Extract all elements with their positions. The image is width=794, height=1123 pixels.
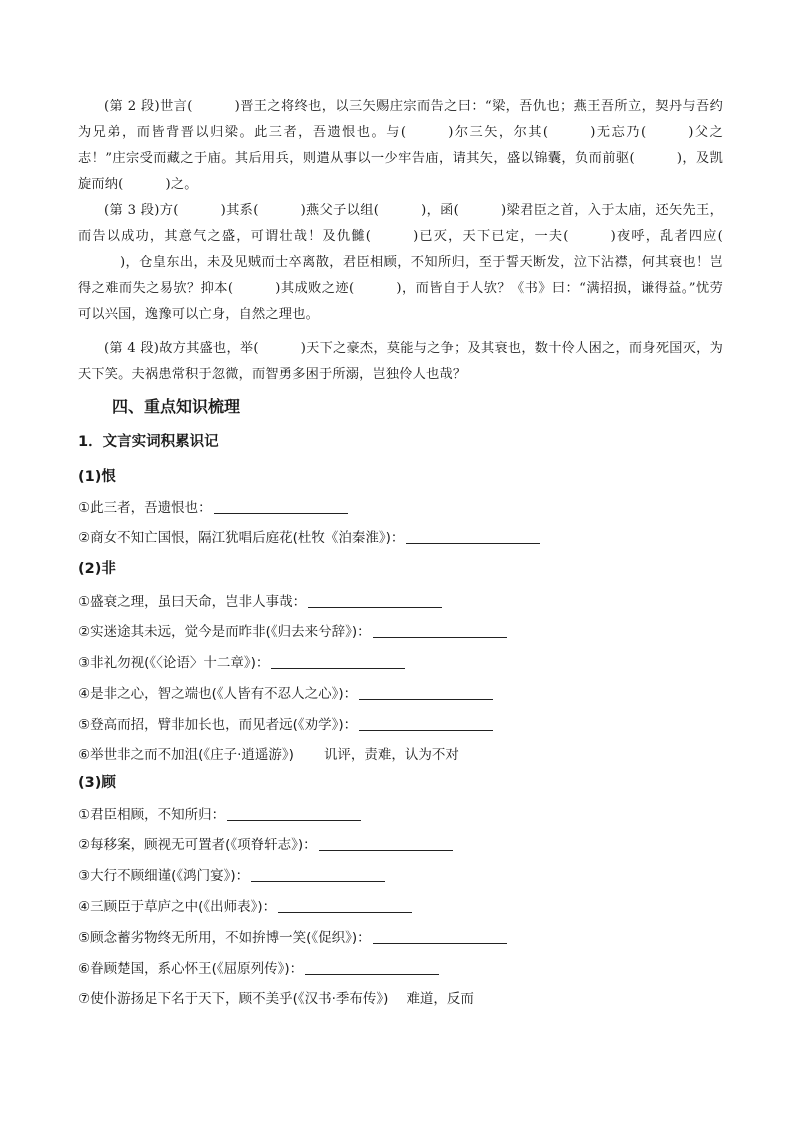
paragraph-3: (第 3 段)方( )其系( )燕父子以组( )，函( )梁君臣之首，入于太庙，还矢先王，而告以成功，其意气之盛，可谓壮哉！及仇雠( )已灭，天下已定，一夫( )夜呼，乱者四应()，仓皇东出，未及见贼而士卒离散，君臣相顾，不知所归，至于誓天断发，泣下沾襟，何其衰也！岂得之难而失之易欤？抑本( )其成败之迹( )，而皆自于人欤？《书》曰：“满招损，谦得益。”忧劳可以兴国，逸豫可以亡身，自然之理也。 [78, 203, 723, 322]
answer-line[interactable] [406, 542, 540, 544]
group-title-hen: (1)恨 [78, 469, 116, 485]
answer-line[interactable] [373, 942, 507, 944]
list-item: ⑤顾念蓄劣物终无所用，不如拚博一笑(《促织》)： [78, 926, 507, 946]
list-item: ⑥眷顾楚国，系心怀王(《屈原列传》)： [78, 957, 439, 977]
subsection-title: 1．文言实词积累识记 [78, 434, 219, 450]
list-item: ⑥举世非之而不加沮(《庄子·逍遥游》) 讥评，责难，认为不对 [78, 747, 459, 763]
list-item: ⑦使仆游扬足下名于天下，顾不美乎(《汉书·季布传》) 难道，反而 [78, 991, 474, 1007]
answer-line[interactable] [227, 819, 361, 821]
paragraph-2: (第 2 段)世言( )晋王之将终也，以三矢赐庄宗而告之曰：“梁，吾仇也；燕王吾所立，契丹与吾约为兄弟，而皆背晋以归梁。此三者，吾遗恨也。与( )尔三矢，尔其( )无忘乃( )父之志！”庄宗受而藏之于庙。其后用兵，则遣从事以一少牢告庙，请其矢，盛以锦囊，负而前驱( )，及凯旋而纳( )之。 [78, 99, 723, 192]
section-title: 四、重点知识梳理 [112, 397, 241, 416]
answer-line[interactable] [278, 911, 412, 913]
list-item: ①此三者，吾遗恨也： [78, 496, 348, 516]
answer-line[interactable] [359, 698, 493, 700]
list-item: ①盛衰之理，虽曰天命，岂非人事哉： [78, 590, 442, 610]
list-item: ②实迷途其未远，觉今是而昨非(《归去来兮辞》)： [78, 620, 507, 640]
list-item: ④是非之心，智之端也(《人皆有不忍人之心》)： [78, 682, 493, 702]
list-item: ③非礼勿视(《〈论语〉十二章》)： [78, 651, 405, 671]
list-item: ⑤登高而招，臂非加长也，而见者远(《劝学》)： [78, 713, 493, 733]
answer-line[interactable] [319, 849, 453, 851]
answer-text: 难道，反而 [406, 991, 474, 1007]
list-item: ①君臣相顾，不知所归： [78, 803, 361, 823]
answer-text: 讥评，责难，认为不对 [323, 747, 459, 763]
list-item: ③大行不顾细谨(《鸿门宴》)： [78, 864, 385, 884]
answer-line[interactable] [251, 880, 385, 882]
answer-line[interactable] [359, 729, 493, 731]
list-item: ②商女不知亡国恨，隔江犹唱后庭花(杜牧《泊秦淮》)： [78, 526, 540, 546]
group-title-gu: (3)顾 [78, 775, 116, 791]
answer-line[interactable] [271, 667, 405, 669]
group-title-fei: (2)非 [78, 561, 116, 577]
answer-line[interactable] [305, 973, 439, 975]
list-item: ④三顾臣于草庐之中(《出师表》)： [78, 895, 412, 915]
paragraph-4: (第 4 段)故方其盛也，举( )天下之豪杰，莫能与之争；及其衰也，数十伶人困之，而身死国灭，为天下笑。夫祸患常积于忽微，而智勇多困于所溺，岂独伶人也哉？ [78, 341, 723, 382]
answer-line[interactable] [214, 512, 348, 514]
list-item: ②每移案，顾视无可置者(《项脊轩志》)： [78, 833, 453, 853]
answer-line[interactable] [373, 636, 507, 638]
answer-line[interactable] [308, 606, 442, 608]
